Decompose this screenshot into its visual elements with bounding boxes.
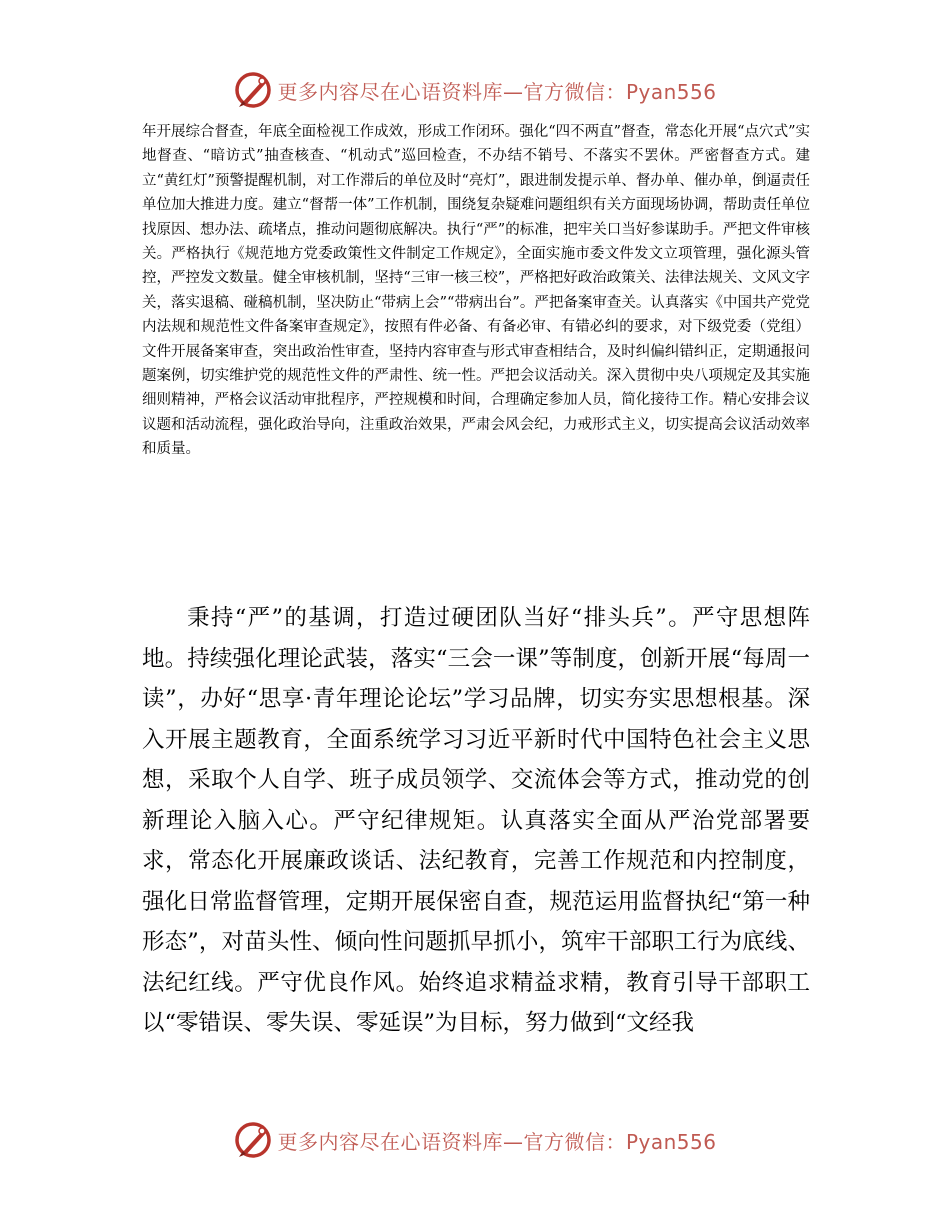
- red-pen-seal-icon: [233, 1120, 273, 1160]
- header-banner: [0, 68, 950, 112]
- footer-banner: [0, 1118, 950, 1162]
- banner-text: 更多内容尽在心语资料库—官方微信：Pyan556: [277, 79, 717, 104]
- large-paragraph: 秉持“严”的基调，打造过硬团队当好“排头兵”。严守思想阵地。持续强化理论武装，落实“三会一课”等制度，创新开展“每周一读”，办好“思享·青年理论论坛”学习品牌，切实夯实思想根基。深入开展主题教育，全面系统学习习近平新时代中国特色社会主义思想，采取个人自学、班子成员领学、交流体会等方式，推动党的创新理论入脑入心。严守纪律规矩。认真落实全面从严治党部署要求，常态化开展廉政谈话、法纪教育，完善工作规范和内控制度，强化日常监督管理，定期开展保密自查，规范运用监督执纪“第一种形态”，对苗头性、倾向性问题抓早抓小，筑牢干部职工行为底线、法纪红线。严守优良作风。始终追求精益求精，教育引导干部职工以“零错误、零失误、零延误”为目标，努力做到“文经我: [142, 605, 810, 1036]
- small-paragraph: 年开展综合督查，年底全面检视工作成效，形成工作闭环。强化“四不两直”督查，常态化开展“点穴式”实地督查、“暗访式”抽查核查、“机动式”巡回检查，不办结不销号、不落实不罢休。严密督查方式。建立“黄红灯”预警提醒机制，对工作滞后的单位及时“亮灯”，跟进制发提示单、督办单、催办单，倒逼责任单位加大推进力度。建立“督帮一体”工作机制，围绕复杂疑难问题组织有关方面现场协调，帮助责任单位找原因、想办法、疏堵点，推动问题彻底解决。执行“严”的标准，把牢关口当好参谋助手。严把文件审核关。严格执行《规范地方党委政策性文件制定工作规定》，全面实施市委文件发文立项管理，强化源头管控，严控发文数量。健全审核机制，坚持“三审一核三校”，严格把好政治政策关、法律法规关、文风文字关，落实退稿、碰稿机制，坚决防止“带病上会”“带病出台”。严把备案审查关。认真落实《中国共产党党内法规和规范性文件备案审查规定》，按照有件必备、有备必审、有错必纠的要求，对下级党委（党组）文件开展备案审查，突出政治性审查，坚持内容审查与形式审查相结合，及时纠偏纠错纠正，定期通报问题案例，切实维护党的规范性文件的严肃性、统一性。严把会议活动关。深入贯彻中央八项规定及其实施细则精神，严格会议活动审批程序，严控规模和时间，合理确定参加人员，简化接待工作。精心安排会议议题和活动流程，强化政治导向，注重政治效果，严肃会风会纪，力戒形式主义，切实提高会议活动效率和质量。: [142, 124, 810, 458]
- red-pen-seal-icon: [233, 70, 273, 110]
- banner-text: 更多内容尽在心语资料库—官方微信：Pyan556: [277, 1129, 717, 1154]
